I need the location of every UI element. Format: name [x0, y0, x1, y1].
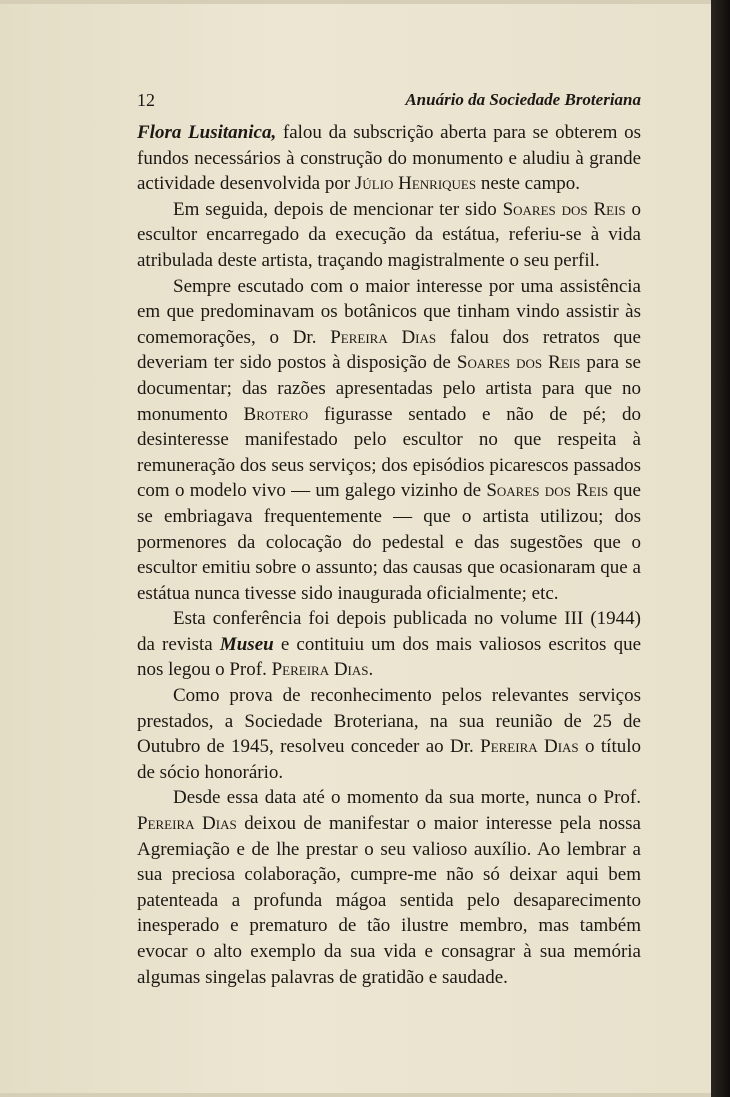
body-text [137, 120, 641, 990]
paragraph-3 [137, 274, 641, 607]
text-run: o título de sócio honorário. [137, 736, 641, 783]
text-run: deixou de manifestar o maior interesse pela nossa Agremiação e de lhe prestar o seu valioso auxílio. Ao lembrar a sua preciosa colaboração, cumpre-me não só deixar aqui bem patenteada a profunda mágoa sentida pelo desaparecimento inesperado e prematuro de tão ilustre membro, mas também evocar o alto exemplo da sua vida e consagrar à sua memória algumas singelas palavras de gratidão e saudade. [137, 813, 641, 988]
text-run: . [368, 659, 374, 681]
text-run: figurasse sentado e não de pé; do desinteresse manifestado pelo escultor no que respeita à remuneração dos seus serviços; dos episódios picarescos passados com o modelo vivo — um galego vizinho de [137, 403, 641, 502]
text-run: que se embriagava frequentemente — que o artista utilizou; dos pormenores da colocação do pedestal e das sugestões que o escultor emitiu sobre o assunto; das causas que ocasionaram que a estátua nunca tivesse sido inaugurada oficialmente; etc. [137, 480, 641, 604]
text-run: falou dos retratos que deveriam ter sido postos à disposição de [137, 326, 641, 374]
paragraph-6 [137, 785, 641, 990]
small-caps-name: Soares dos Reis [502, 198, 626, 220]
paragraph-4 [137, 606, 641, 683]
text-run: Desde essa data até o momento da sua morte, nunca o Prof. [173, 787, 641, 809]
small-caps-name: Júlio Henriques [354, 173, 477, 195]
small-caps-name: Soares dos Reis [486, 480, 609, 502]
page-header [137, 90, 641, 116]
page-number: 12 [137, 90, 155, 110]
small-caps-name: Brotero [243, 403, 309, 425]
paragraph-1 [137, 120, 641, 197]
italic-title: Museu [219, 633, 274, 655]
text-run: Sempre escutado com o maior interesse por uma assistência em que predominavam os botânicos que tinham vindo assistir às comemorações, o Dr. [137, 275, 641, 348]
page-bottom-edge [0, 1093, 711, 1097]
text-run: para se documentar; das razões apresentadas pelo artista para que no monumento [137, 352, 641, 425]
paragraph-5 [137, 683, 641, 785]
italic-title: Flora Lusitanica, [137, 122, 277, 143]
book-edge-shadow [711, 0, 730, 1097]
text-run: Esta conferência foi depois publicada no volume III (1944) da revista [137, 608, 641, 655]
text-run: Em seguida, depois de mencionar ter sido [173, 198, 503, 220]
small-caps-name: Soares dos Reis [456, 352, 581, 374]
text-run: Como prova de reconhecimento pelos relevantes serviços prestados, a Sociedade Broteriana, na sua reunião de 25 de Outubro de 1945, resolveu conceder ao Dr. [137, 685, 641, 758]
text-run: falou da subscrição aberta para se obterem os fundos necessários à construção do monumento e aludiu à grande actividade desenvolvida por [137, 122, 641, 195]
text-run: neste campo. [476, 173, 581, 195]
small-caps-name: Pereira Dias [137, 813, 237, 835]
small-caps-name: Pereira Dias [271, 659, 369, 681]
running-head: Anuário da Sociedade Broteriana [405, 90, 641, 109]
page-top-edge [0, 0, 711, 4]
text-run: e contituiu um dos mais valiosos escritos que nos legou o Prof. [137, 633, 642, 681]
text-run: o escultor encarregado da execução da estátua, referiu-se à vida atribulada deste artista, traçando magistralmente o seu perfil. [137, 198, 642, 271]
paragraph-2 [137, 197, 641, 274]
small-caps-name: Pereira Dias [330, 326, 437, 348]
small-caps-name: Pereira Dias [480, 736, 579, 758]
